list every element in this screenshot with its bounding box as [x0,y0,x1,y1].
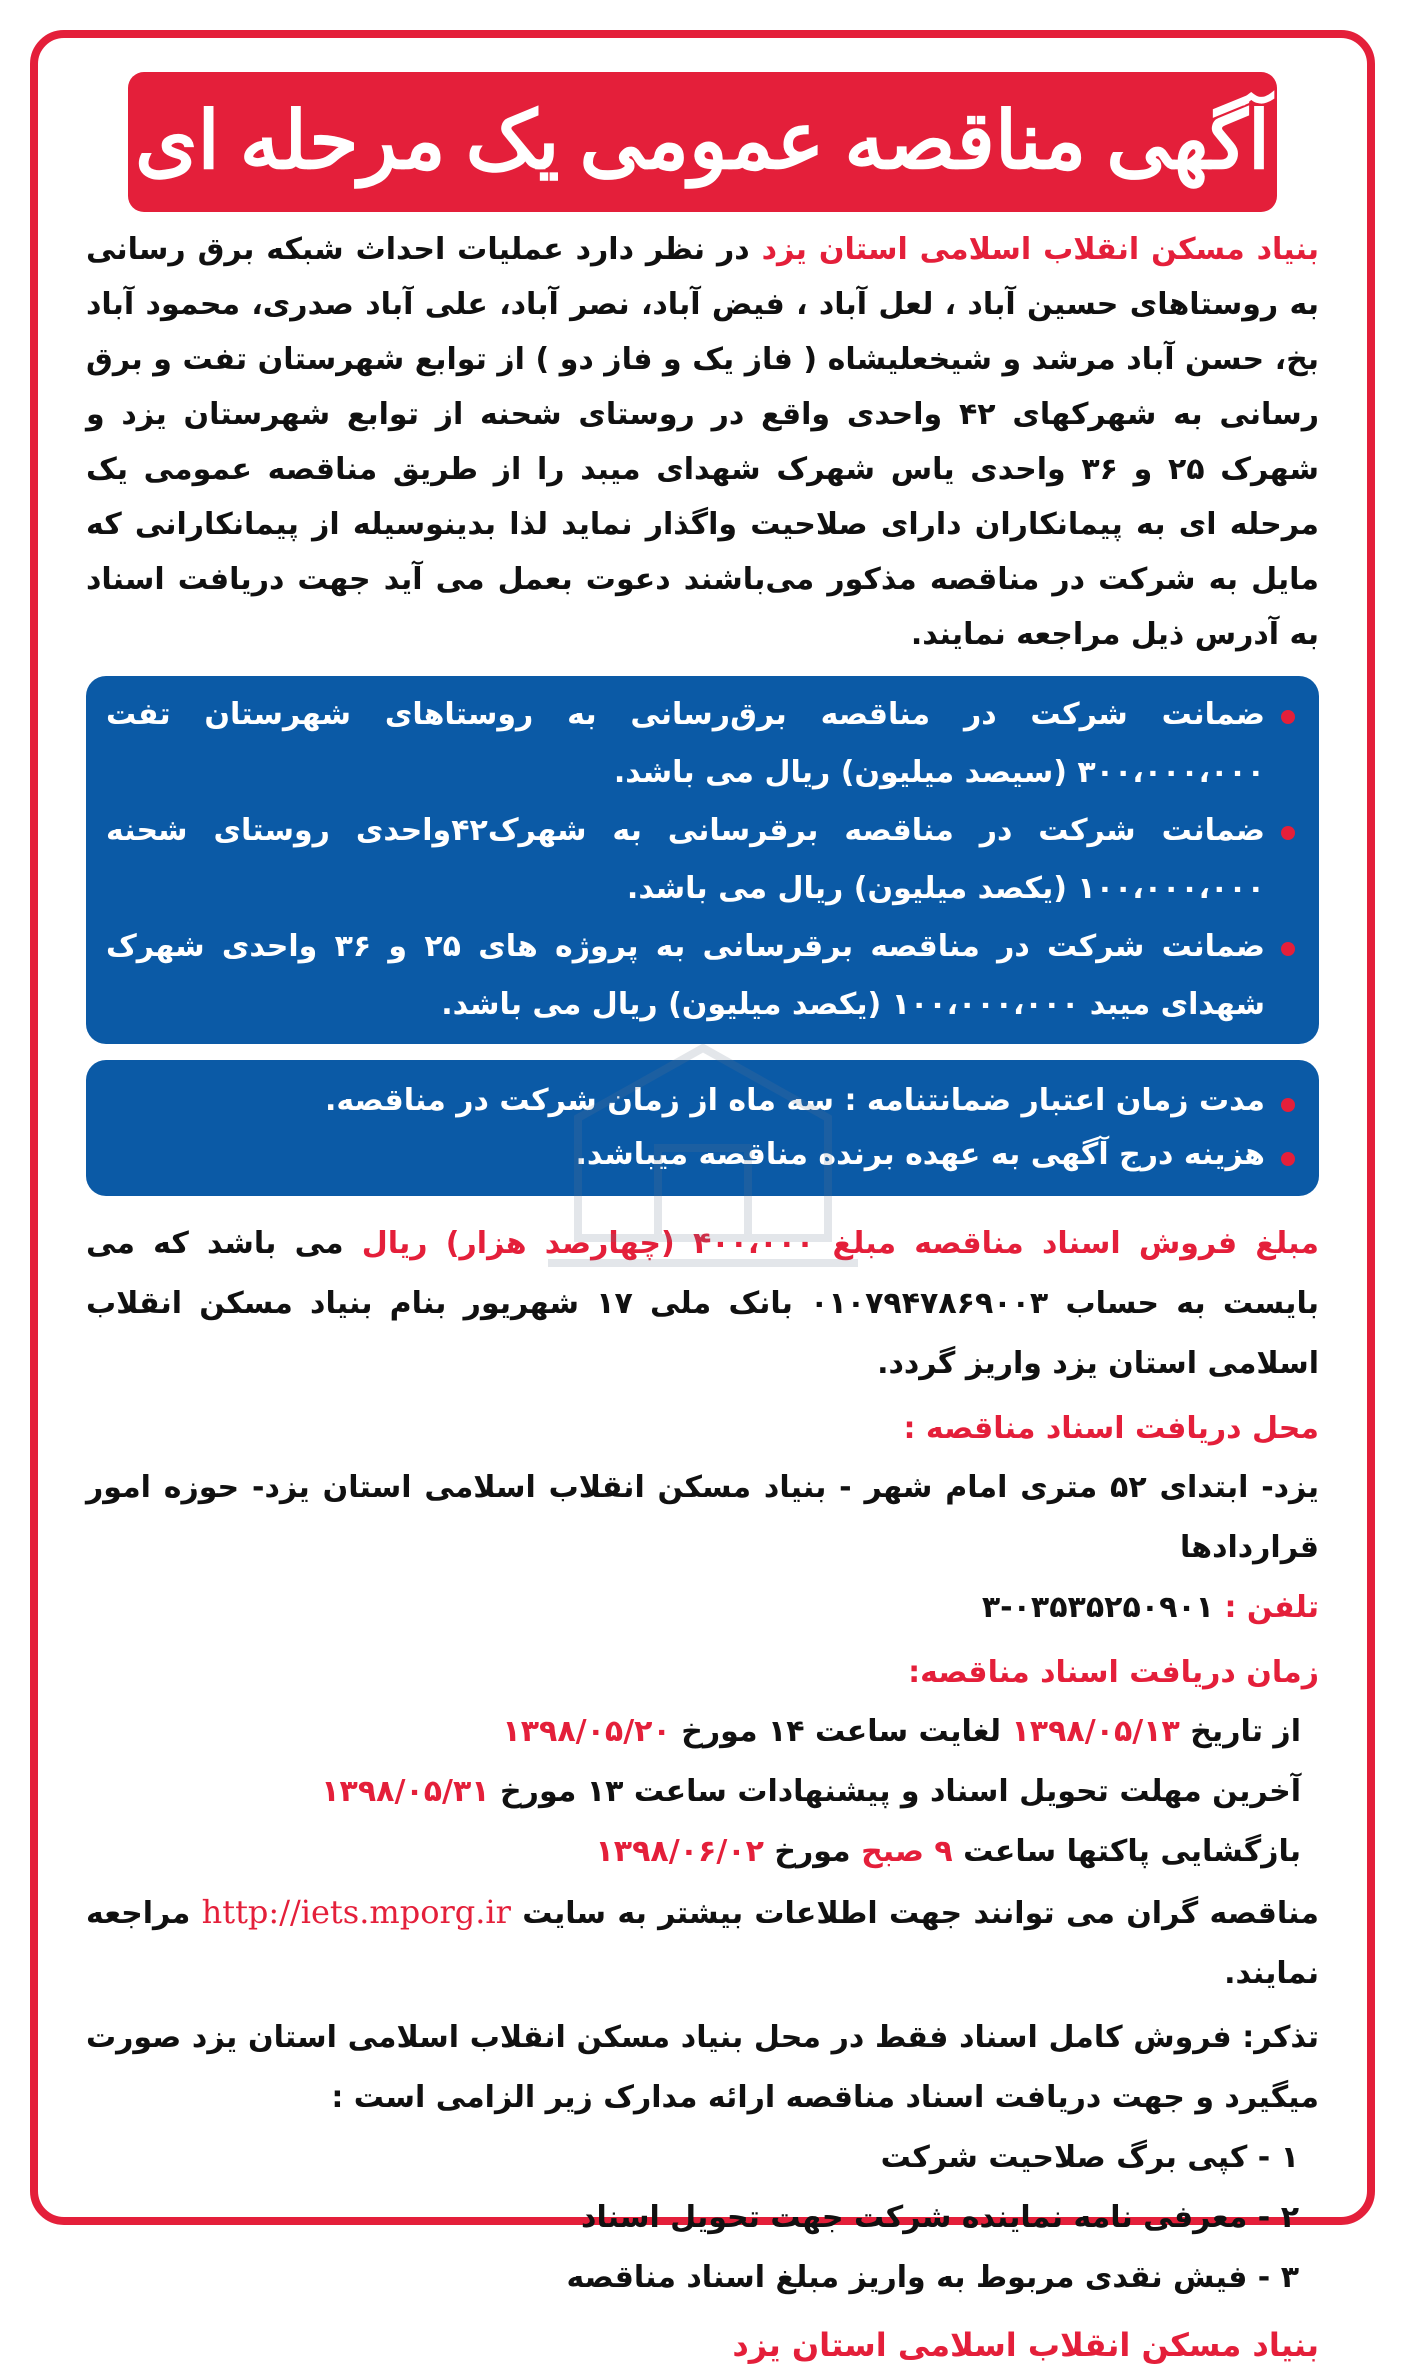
phone-number: ۰۳۵۳۵۲۵۰۹۰۱-۳ [981,1590,1214,1625]
timing-text: از تاریخ [1179,1714,1301,1749]
sale-text: می باشد که می بایست به حساب ۰۱۰۷۹۴۷۸۶۹۰۰۳ بانک ملی ۱۷ شهریور بنام بنیاد مسکن انقلاب اسلامی استان یزد واریز گردد. [86,1226,1319,1381]
ad-body [38,222,1367,2364]
intro-text: در نظر دارد عملیات احداث شبکه برق رسانی به روستاهای حسین آباد ، لعل آباد ، فیض آباد، نصر آباد، علی آباد صدری، محمود آباد بخ، حسن آباد مرشد و شیخعلیشاه ( فاز یک و فاز دو ) از توابع شهرستان تفت و برق رسانی به شهرکهای ۴۲ واحدی واقع در روستای شحنه از توابع شهرستان یزد و شهرک ۲۵ و ۳۶ واحدی یاس شهرک شهدای میبد را از طریق مناقصه عمومی یک مرحله ای به پیمانکاران دارای صلاحیت واگذار نماید لذا بدینوسیله از پیمانکارانی که مایل به شرکت در مناقصه مذکور می‌باشند دعوت بعمل می آید جهت دریافت اسناد به آدرس ذیل مراجعه نمایند. [86,232,1319,652]
sale-paragraph [86,1214,1319,1394]
timing-line-1 [86,1702,1319,1762]
opening-date: ۱۳۹۸/۰۶/۰۲ [595,1834,764,1869]
title-banner [128,72,1277,212]
document-item: ۳ - فیش نقدی مربوط به واریز مبلغ اسناد مناقصه [566,2260,1299,2295]
timing-text: مورخ [763,1834,862,1869]
bullet-icon [1281,1098,1295,1112]
website-text: مناقصه گران می توانند جهت اطلاعات بیشتر به سایت [510,1896,1320,1931]
location-heading: محل دریافت اسناد مناقصه : [903,1411,1319,1446]
location-address: یزد- ابتدای ۵۲ متری امام شهر - بنیاد مسکن انقلاب اسلامی استان یزد- حوزه امور قراردادها [86,1470,1319,1565]
timing-text: لغایت ساعت ۱۴ مورخ [670,1714,1012,1749]
deadline-date: ۱۳۹۸/۰۵/۳۱ [321,1774,490,1809]
guarantee-item [106,918,1295,1034]
end-date: ۱۳۹۸/۰۵/۲۰ [502,1714,671,1749]
bullet-icon [1281,1152,1295,1166]
website-text: مراجعه نمایند. [86,1896,1319,1991]
guarantee-text: ضمانت شرکت در مناقصه برقرسانی به شهرک۴۲واحدی روستای شحنه ۱۰۰،۰۰۰،۰۰۰ (یکصد میلیون) ریال می باشد. [106,813,1265,906]
note-text: هزینه درج آگهی به عهده برنده مناقصه میباشد. [575,1137,1265,1172]
document-item: ۱ - کپی برگ صلاحیت شرکت [880,2140,1299,2175]
ad-title: آگهی مناقصه عمومی یک مرحله ای [134,98,1271,186]
notes-box [86,1060,1319,1196]
guarantees-box [86,676,1319,1044]
opening-hour: ۹ صبح [861,1834,953,1869]
phone-line [86,1578,1319,1638]
sale-price: مبلغ فروش اسناد مناقصه مبلغ ۴۰۰،۰۰۰ (چهارصد هزار) ریال [361,1226,1319,1261]
timing-text: آخرین مهلت تحویل اسناد و پیشنهادات ساعت ۱۳ مورخ [489,1774,1301,1809]
phone-label: تلفن : [1224,1590,1319,1625]
intro-org: بنیاد مسکن انقلاب اسلامی استان یزد [761,232,1319,267]
guarantee-item [106,802,1295,918]
timing-heading: زمان دریافت اسناد مناقصه: [908,1655,1319,1690]
guarantee-item [106,686,1295,802]
note-item [106,1074,1295,1128]
document-item: ۲ - معرفی نامه نماینده شرکت جهت تحویل اسناد [581,2200,1299,2235]
ad-frame [30,30,1375,2364]
guarantee-text: ضمانت شرکت در مناقصه برقرسانی به پروژه های ۲۵ و ۳۶ واحدی شهرک شهدای میبد ۱۰۰،۰۰۰،۰۰۰ (یکصد میلیون) ریال می باشد. [106,929,1265,1022]
guarantee-text: ضمانت شرکت در مناقصه برق‌رسانی به روستاهای شهرستان تفت ۳۰۰،۰۰۰،۰۰۰ (سیصد میلیون) ریال می باشد. [106,697,1265,790]
bullet-icon [1281,826,1295,840]
note-item [106,1128,1295,1182]
timing-text: بازگشایی پاکتها ساعت [952,1834,1301,1869]
note-text: مدت زمان اعتبار ضمانتنامه : سه ماه از زمان شرکت در مناقصه. [324,1083,1265,1118]
website-line [86,1882,1319,2004]
bullet-icon [1281,942,1295,956]
timing-line-2 [86,1762,1319,1822]
bullet-icon [1281,710,1295,724]
reminder-paragraph: تذکر: فروش کامل اسناد فقط در محل بنیاد مسکن انقلاب اسلامی استان یزد صورت میگیرد و جهت دریافت اسناد مناقصه ارائه مدارک زیر الزامی است : [86,2020,1319,2115]
intro-paragraph [86,222,1319,662]
start-date: ۱۳۹۸/۰۵/۱۳ [1011,1714,1180,1749]
timing-line-3 [86,1822,1319,1882]
footer-signature: بنیاد مسکن انقلاب اسلامی استان یزد [732,2326,1319,2364]
website-link[interactable]: http://iets.mporg.ir [201,1893,511,1931]
